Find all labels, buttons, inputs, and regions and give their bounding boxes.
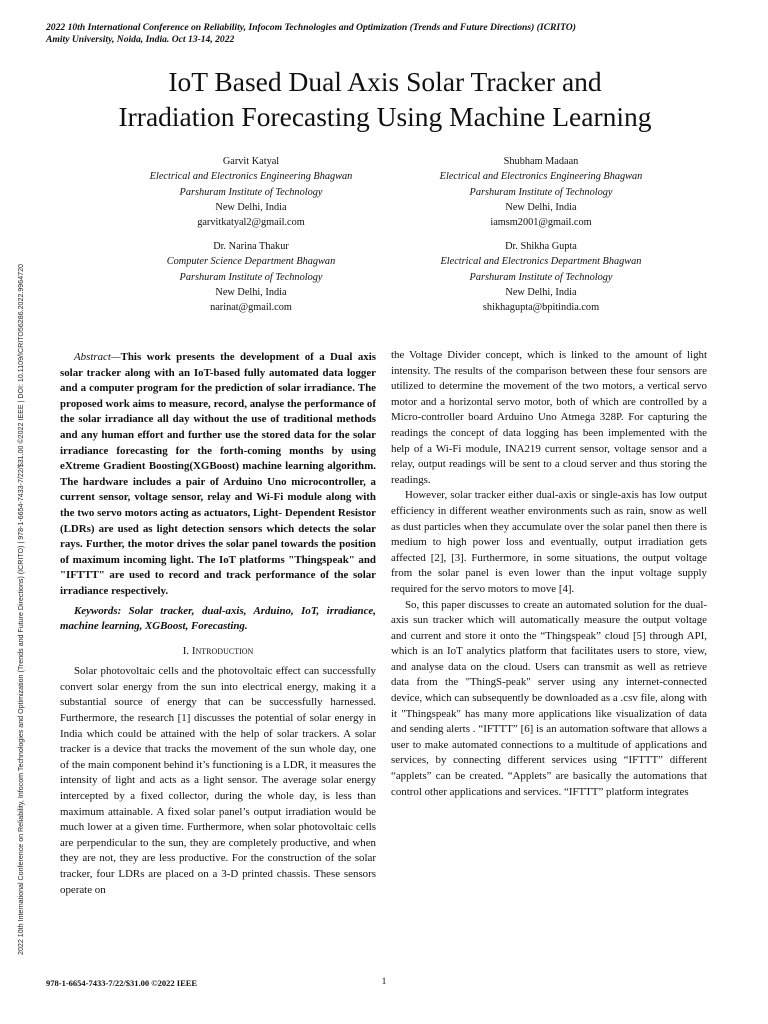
body-paragraph: However, solar tracker either dual-axis or single-axis has low output efficiency in different weather environments such as rain, snow as well as dust particles when they accumulate over the solar panel then there is medium to high power loss and eventually, output irradiation gets affected [2], [3]. Furthermore, in some situations, the output voltage from the solar panel is even lower than the input voltage supply required for the servo motors to move [4]. (391, 489, 707, 595)
author-institute: Parshuram Institute of Technology (469, 271, 613, 283)
author-city: New Delhi, India (215, 201, 287, 213)
author-dept: Electrical and Electronics Engineering Bhagwan (149, 171, 353, 183)
title-line-1: IoT Based Dual Axis Solar Tracker and (168, 66, 602, 97)
body-paragraph: the Voltage Divider concept, which is linked to the amount of light intensity. The results of the comparison between these four sensors are utilized to determine the movement of the two motors, a vertical servo motor and a horizontal servo motor, both of which are controlled by a Micro-controller board Arduino Uno Atmega 328P. For capturing the readings the concept of data logging has been implemented with the help of a Wi-Fi module, INA219 current sensor, voltage sensor and a relay, output readings will be sent to a cloud server and thus storing the readings. (391, 349, 707, 486)
conference-name: 2022 10th International Conference on Reliability, Infocom Technologies and Optimization (Trends and Future Directions) (ICRITO) (46, 22, 576, 33)
author-institute: Parshuram Institute of Technology (179, 271, 323, 283)
author-email: narinat@gmail.com (210, 302, 292, 314)
author-block-3 (105, 239, 397, 315)
keywords: Keywords: Solar tracker, dual-axis, Arduino, IoT, irradiance, machine learning, XGBoost, Forecasting. (60, 604, 376, 633)
author-email: iamsm2001@gmail.com (490, 217, 592, 229)
author-block-2 (395, 154, 687, 230)
abstract (60, 350, 376, 600)
author-name: Dr. Shikha Gupta (505, 241, 577, 252)
paper-title (40, 64, 730, 134)
author-institute: Parshuram Institute of Technology (469, 186, 613, 198)
author-name: Shubham Madaan (503, 156, 579, 167)
author-dept: Electrical and Electronics Engineering Bhagwan (439, 171, 643, 183)
author-city: New Delhi, India (215, 286, 287, 298)
footer-isbn: 978-1-6654-7433-7/22/$31.00 ©2022 IEEE (46, 978, 198, 988)
author-dept: Electrical and Electronics Department Bhagwan (440, 256, 642, 268)
author-name: Dr. Narina Thakur (213, 241, 289, 252)
section-heading (60, 644, 376, 660)
author-block-1 (105, 154, 397, 230)
abstract-text: This work presents the development of a Dual axis solar tracker along with an IoT-based fully automated data logger and a computer program for the prediction of solar irradiance. The proposed work aims to measure, record, analyse the performance of the solar irradiance all day without the use of traditional methods and any human effort and further use the stored data for the solar irradiance forecasting for the forth-coming months by using eXtreme Gradient Boosting(XGBoost) machine learning algorithm. The hardware includes a pair of Arduino Uno microcontroller, a current sensor, voltage sensor, relay and Wi-Fi module along with the two servo motors acting as actuators, Light- Dependent Resistor (LDRs) are used as light detection sensors which detects the solar rays. Further, the motor drives the solar panel towards the position of maximum incoming light. The IoT platforms "Thingspeak" and "IFTTT" are used to record and track performance of the solar irradiance respectively. (60, 351, 376, 597)
author-name: Garvit Katyal (222, 156, 280, 167)
author-block-4 (395, 239, 687, 315)
body-paragraph: So, this paper discusses to create an automated solution for the dual-axis sun tracker which will automatically measure the output voltage and current and store it onto the “Thingspeak” cloud [5] through API, which is an IoT analytics platform that facilitates users to store, view, and analyse data on the cloud. Users can transmit as well as retrieve data from the "ThingS-peak" server using any internet-connected device, which can subsequently be downloaded as a .csv file, along with it "Thingspeak" has many more applications like visualization of data and sending alerts . “IFTTT” [6] is an automation software that allows a user to make automated connections to a multitude of applications and services, by connecting different services using “IFTTT” different “applets” can be created. “Applets” are basically the automations that control other applications and services. “IFTTT” platform integrates (391, 598, 707, 798)
page-number: 1 (381, 977, 387, 987)
right-column (391, 348, 707, 800)
author-city: New Delhi, India (505, 201, 577, 213)
author-email: garvitkatyal2@gmail.com (197, 217, 305, 229)
left-column (60, 350, 376, 898)
section-title: Introduction (191, 644, 254, 657)
author-dept: Computer Science Department Bhagwan (166, 256, 336, 268)
author-institute: Parshuram Institute of Technology (179, 186, 323, 198)
abstract-lead: Abstract— (74, 351, 121, 363)
title-line-2: Irradiation Forecasting Using Machine Learning (118, 101, 652, 132)
author-city: New Delhi, India (505, 286, 577, 298)
conference-venue: Amity University, Noida, India. Oct 13-14, 2022 (46, 34, 235, 45)
intro-paragraph: Solar photovoltaic cells and the photovoltaic effect can successfully convert solar energy from the sun into electrical energy, making it a substantial source of energy that can be successfully harnessed. Furthermore, the research [1] discusses the potential of solar energy in India which could be attained with the help of solar trackers. A solar tracker is a device that tracks the movement of the sun whole day, one of the main component behind it’s functioning is a LDR, it measures the intensity of light and acts as a light sensor. The average solar energy intercepted by a fixed collector, during the whole day, is less than maximum attainable. A fixed solar panel’s output irradiation would be much lower at a given time. Furthermore, when solar photovoltaic cells are perpendicular to the sun, they are completely productive, and when they are not, they are less productive. For the construction of the solar tracker, four LDRs are placed on a 3-D printed chassis. These sensors operate on (60, 665, 376, 896)
sidebar-doi-text: 2022 10th International Conference on Reliability, Infocom Technologies and Optimization (Trends and Future Directions) (ICRITO) | 978-1-6654-7433-7/22/$31.00 ©2022 IEEE | DOI: 10.1109/ICRITO56286.2022.9964720 (17, 264, 25, 955)
author-email: shikhagupta@bpitindia.com (482, 302, 600, 314)
conference-header (46, 22, 736, 46)
section-number: I. (182, 644, 190, 657)
